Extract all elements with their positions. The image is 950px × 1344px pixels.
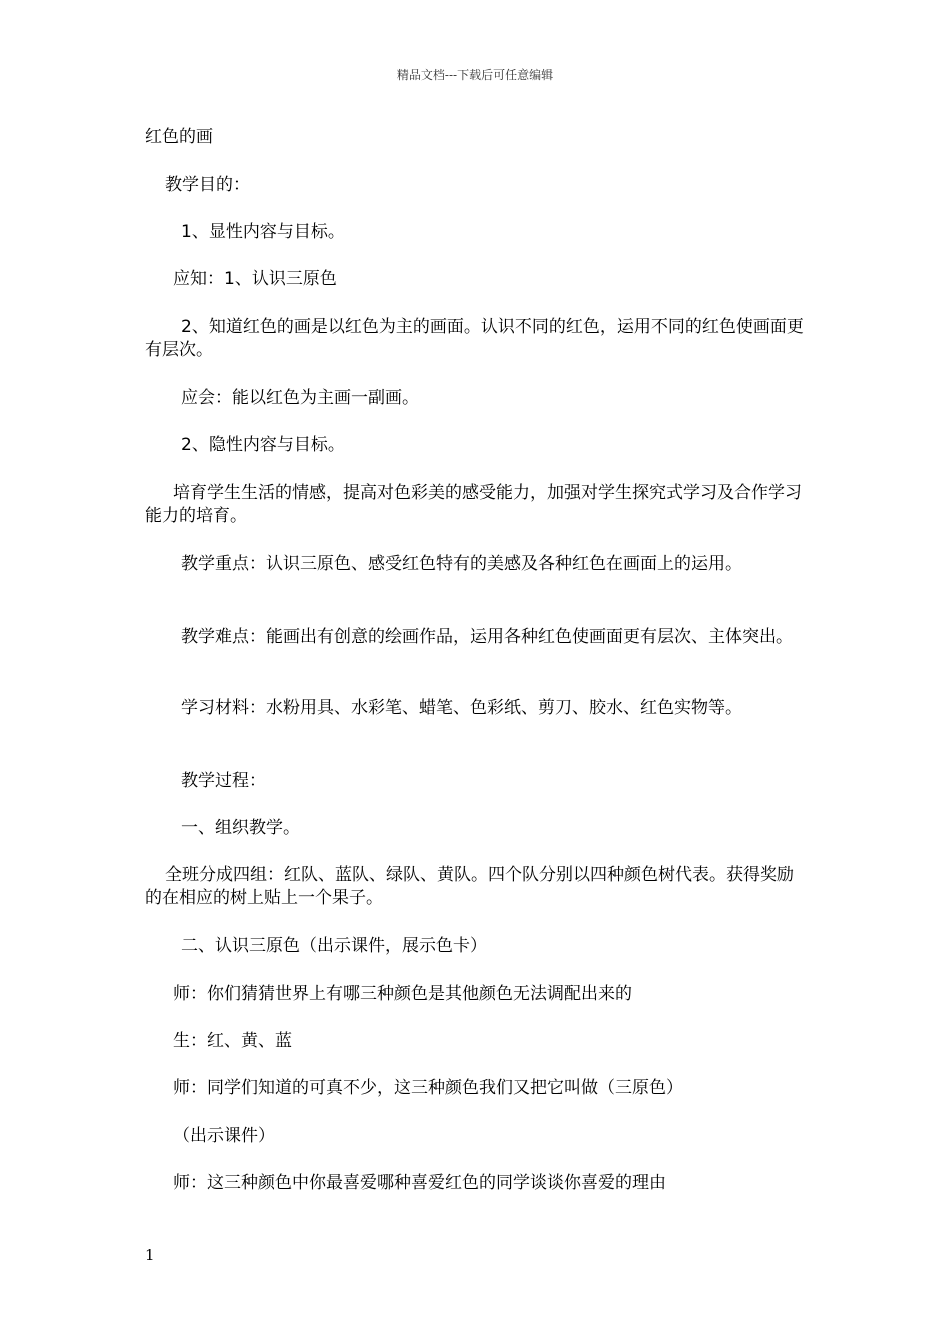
paragraph: 师：你们猜猜世界上有哪三种颜色是其他颜色无法调配出来的 — [173, 984, 632, 1004]
page-number: 1 — [145, 1246, 155, 1264]
paragraph: 教学重点：认识三原色、感受红色特有的美感及各种红色在画面上的运用。 — [181, 554, 742, 574]
page-header: 精品文档---下载后可任意编辑 — [396, 68, 554, 82]
paragraph: 学习材料：水粉用具、水彩笔、蜡笔、色彩纸、剪刀、胶水、红色实物等。 — [181, 698, 742, 718]
paragraph: 教学过程： — [181, 771, 266, 791]
paragraph: 师：这三种颜色中你最喜爱哪种喜爱红色的同学谈谈你喜爱的理由 — [173, 1173, 666, 1193]
paragraph: （出示课件） — [173, 1126, 275, 1146]
paragraph: 培育学生生活的情感，提高对色彩美的感受能力，加强对学生探究式学习及合作学习能力的培育。 — [145, 483, 802, 526]
paragraph: 二、认识三原色（出示课件，展示色卡） — [181, 936, 487, 956]
paragraph: 一、组织教学。 — [181, 818, 300, 838]
document-title: 红色的画 — [145, 127, 213, 147]
paragraph: 师：同学们知道的可真不少，这三种颜色我们又把它叫做（三原色） — [173, 1078, 683, 1098]
paragraph: 教学目的： — [165, 175, 250, 195]
paragraph: 教学难点：能画出有创意的绘画作品，运用各种红色使画面更有层次、主体突出。 — [181, 627, 793, 647]
paragraph: 应知：1、认识三原色 — [173, 269, 337, 289]
paragraph: 2、隐性内容与目标。 — [181, 435, 345, 455]
paragraph: 应会：能以红色为主画一副画。 — [181, 388, 419, 408]
paragraph: 全班分成四组：红队、蓝队、绿队、黄队。四个队分别以四种颜色树代表。获得奖励的在相应的树上贴上一个果子。 — [145, 865, 794, 908]
paragraph: 1、显性内容与目标。 — [181, 222, 345, 242]
paragraph: 2、知道红色的画是以红色为主的画面。认识不同的红色，运用不同的红色使画面更有层次。 — [145, 317, 804, 360]
paragraph: 生：红、黄、蓝 — [173, 1031, 292, 1051]
